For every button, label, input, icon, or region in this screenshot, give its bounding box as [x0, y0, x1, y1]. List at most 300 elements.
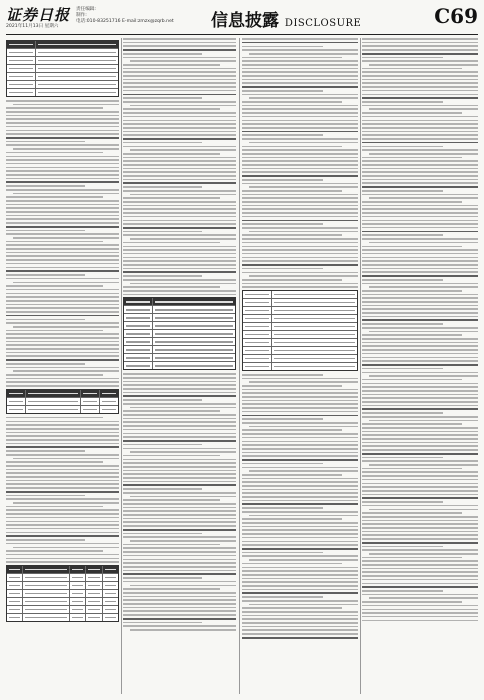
text-line — [242, 459, 358, 461]
table-cell — [153, 298, 236, 305]
text-line — [242, 455, 358, 457]
text-line — [123, 186, 202, 188]
table-row — [7, 582, 118, 590]
text-line — [362, 575, 478, 577]
table-cell — [103, 598, 118, 605]
text-line — [242, 474, 342, 476]
text-line — [123, 570, 236, 572]
text-line — [6, 315, 119, 317]
text-line — [242, 246, 358, 248]
text-line — [362, 594, 478, 596]
table-row — [7, 89, 118, 96]
table-row — [7, 57, 118, 65]
text-line — [123, 208, 236, 210]
text-line — [362, 68, 462, 70]
text-line — [242, 622, 358, 624]
text-line — [242, 415, 358, 417]
text-line — [242, 489, 358, 491]
text-line — [6, 355, 119, 357]
table-cell — [103, 582, 118, 589]
text-line — [242, 374, 323, 376]
text-line — [369, 64, 478, 66]
text-line — [242, 168, 358, 170]
text-line — [123, 384, 236, 386]
table-cell — [243, 307, 272, 314]
text-line — [123, 127, 236, 129]
table-cell — [86, 598, 102, 605]
text-line — [6, 424, 119, 426]
table-cell — [7, 81, 36, 88]
text-line — [6, 263, 119, 265]
text-line — [6, 539, 85, 541]
text-line — [242, 112, 358, 114]
text-line — [6, 341, 119, 343]
text-line — [242, 249, 358, 251]
table-cell — [124, 330, 153, 337]
data-table — [123, 297, 236, 370]
text-line — [242, 216, 358, 218]
text-line — [6, 322, 119, 324]
text-line — [6, 450, 85, 452]
text-line — [123, 253, 236, 255]
text-line — [242, 411, 358, 413]
table-cell — [36, 49, 119, 56]
text-line — [242, 503, 358, 505]
text-line — [242, 234, 342, 236]
table-cell — [7, 582, 23, 589]
text-line — [130, 540, 236, 542]
text-line — [123, 484, 236, 486]
column-divider — [360, 38, 361, 694]
text-line — [242, 389, 358, 391]
text-line — [362, 294, 478, 296]
text-line — [362, 205, 478, 207]
text-line — [242, 596, 323, 598]
text-line — [6, 311, 119, 313]
text-line — [362, 297, 478, 299]
text-line — [362, 360, 478, 362]
text-line — [6, 509, 119, 511]
text-line — [123, 216, 236, 218]
table-cell — [272, 299, 357, 306]
table-row — [7, 566, 118, 574]
text-line — [123, 444, 202, 446]
text-line — [6, 259, 119, 261]
table-cell — [243, 315, 272, 322]
text-line — [362, 557, 462, 559]
text-line — [362, 457, 443, 459]
table-row — [7, 406, 118, 413]
text-line — [6, 133, 119, 135]
table-cell — [7, 566, 23, 573]
table-cell — [124, 314, 153, 321]
text-line — [6, 319, 85, 321]
text-line — [242, 253, 358, 255]
text-line — [242, 429, 342, 431]
text-line — [242, 396, 358, 398]
table-cell — [86, 574, 102, 581]
text-line — [6, 352, 119, 354]
table-cell — [86, 606, 102, 613]
text-line — [242, 71, 358, 73]
text-line — [6, 359, 119, 361]
text-line — [123, 373, 236, 375]
table-row — [243, 291, 357, 299]
table-cell — [272, 307, 357, 314]
text-line — [362, 194, 478, 196]
text-line — [6, 118, 119, 120]
text-line — [362, 308, 478, 310]
text-line — [6, 465, 119, 467]
text-line — [242, 637, 358, 639]
text-line — [362, 260, 478, 262]
text-line — [6, 381, 119, 383]
text-line — [362, 275, 478, 277]
text-line — [6, 230, 85, 232]
text-line — [123, 618, 236, 620]
text-line — [6, 421, 119, 423]
text-line — [362, 568, 478, 570]
text-line — [369, 375, 478, 377]
text-line — [242, 49, 358, 51]
text-line — [123, 429, 236, 431]
text-line — [6, 432, 119, 434]
text-line — [123, 592, 236, 594]
editor-info — [76, 7, 174, 25]
text-line — [242, 507, 323, 509]
column-divider — [121, 38, 122, 694]
text-line — [123, 392, 236, 394]
text-line — [123, 223, 236, 225]
text-line — [362, 497, 478, 499]
text-line — [242, 38, 358, 40]
text-line — [242, 585, 358, 587]
table-cell — [7, 41, 36, 48]
text-line — [6, 267, 119, 269]
text-line — [242, 94, 358, 96]
text-line — [362, 157, 462, 159]
text-line — [242, 46, 323, 48]
text-line — [362, 38, 478, 40]
text-line — [13, 502, 119, 504]
text-line — [6, 222, 119, 224]
text-line — [362, 501, 443, 503]
text-line — [362, 460, 478, 462]
text-line — [123, 42, 236, 44]
text-line — [362, 438, 478, 440]
table-cell — [124, 322, 153, 329]
text-line — [242, 220, 358, 222]
text-line — [362, 279, 443, 281]
text-line — [242, 448, 358, 450]
text-line — [123, 559, 236, 561]
text-line — [362, 231, 478, 233]
table-cell — [153, 338, 236, 345]
text-line — [362, 168, 478, 170]
text-line — [123, 581, 236, 583]
text-line — [362, 445, 478, 447]
table-row — [124, 314, 235, 322]
text-line — [362, 442, 478, 444]
table-cell — [243, 299, 272, 306]
text-line — [362, 42, 478, 44]
text-line — [13, 104, 119, 106]
table-cell — [36, 89, 119, 96]
table-cell — [7, 49, 36, 56]
text-line — [123, 82, 236, 84]
text-line — [123, 212, 236, 214]
table-row — [124, 362, 235, 369]
text-line — [362, 486, 478, 488]
text-line — [123, 138, 236, 140]
text-block — [362, 38, 478, 621]
text-line — [362, 75, 478, 77]
text-line — [123, 573, 236, 575]
text-line — [242, 511, 358, 513]
text-line — [6, 293, 119, 295]
text-line — [242, 492, 358, 494]
text-line — [123, 462, 236, 464]
text-line — [362, 401, 478, 403]
text-line — [6, 152, 103, 154]
table-cell — [81, 398, 100, 405]
table-cell — [7, 614, 23, 621]
text-line — [362, 345, 478, 347]
table-cell — [23, 574, 70, 581]
text-line — [362, 390, 478, 392]
table-cell — [7, 406, 26, 413]
table-row — [243, 339, 357, 347]
section-title-cn: 信息披露 — [211, 11, 279, 31]
text-line — [6, 137, 119, 139]
table-cell — [272, 323, 357, 330]
text-line — [242, 153, 358, 155]
text-line — [362, 449, 478, 451]
text-line — [362, 520, 478, 522]
text-line — [6, 100, 119, 102]
text-line — [6, 446, 119, 448]
text-block — [242, 374, 358, 639]
table-cell — [103, 606, 118, 613]
table-cell — [7, 89, 36, 96]
table-cell — [243, 339, 272, 346]
text-line — [242, 626, 358, 628]
text-line — [362, 549, 478, 551]
text-line — [362, 512, 462, 514]
text-line — [242, 157, 358, 159]
table-row — [7, 49, 118, 57]
text-line — [249, 604, 358, 606]
text-line — [242, 403, 358, 405]
table-cell — [100, 398, 118, 405]
text-line — [130, 629, 236, 631]
text-line — [242, 208, 358, 210]
text-line — [242, 433, 358, 435]
text-line — [123, 112, 236, 114]
text-line — [123, 101, 236, 103]
table-cell — [36, 57, 119, 64]
text-line — [130, 496, 236, 498]
text-line — [6, 159, 119, 161]
text-line — [123, 205, 236, 207]
text-line — [362, 316, 478, 318]
text-line — [249, 231, 358, 233]
text-line — [123, 45, 236, 47]
text-line — [123, 455, 220, 457]
text-line — [362, 323, 443, 325]
text-line — [242, 201, 358, 203]
text-line — [242, 268, 323, 270]
table-cell — [124, 362, 153, 369]
text-line — [123, 275, 202, 277]
text-line — [123, 503, 236, 505]
text-line — [123, 79, 236, 81]
table-row — [243, 299, 357, 307]
text-line — [362, 101, 443, 103]
table-cell — [243, 331, 272, 338]
text-line — [362, 134, 478, 136]
text-line — [6, 300, 119, 302]
text-line — [362, 271, 478, 273]
table-cell — [86, 590, 102, 597]
text-line — [249, 559, 358, 561]
newspaper-logo: 证券日报 — [6, 6, 71, 24]
table-cell — [124, 298, 153, 305]
text-line — [6, 252, 119, 254]
table-cell — [7, 65, 36, 72]
text-line — [362, 160, 478, 162]
text-line — [242, 242, 358, 244]
text-line — [6, 483, 119, 485]
text-line — [123, 459, 236, 461]
text-line — [123, 536, 236, 538]
text-line — [13, 458, 119, 460]
text-line — [123, 294, 236, 296]
column-1 — [6, 38, 119, 694]
text-line — [249, 142, 358, 144]
text-line — [123, 249, 236, 251]
text-line — [362, 319, 478, 321]
text-line — [242, 171, 358, 173]
table-row — [243, 355, 357, 363]
table-cell — [272, 291, 357, 298]
table-cell — [23, 606, 70, 613]
text-line — [123, 614, 236, 616]
text-line — [242, 90, 323, 92]
table-cell — [23, 566, 70, 573]
text-line — [362, 471, 478, 473]
table-cell — [23, 582, 70, 589]
text-line — [362, 372, 478, 374]
text-line — [362, 383, 478, 385]
text-line — [242, 407, 358, 409]
text-line — [369, 286, 478, 288]
text-line — [369, 420, 478, 422]
text-line — [362, 412, 443, 414]
text-line — [362, 364, 478, 366]
text-line — [123, 68, 236, 70]
text-line — [6, 122, 119, 124]
text-line — [6, 144, 119, 146]
text-line — [242, 190, 342, 192]
text-line — [242, 485, 358, 487]
text-line — [242, 197, 358, 199]
text-line — [6, 215, 119, 217]
text-line — [123, 596, 236, 598]
text-line — [362, 379, 462, 381]
text-line — [242, 68, 358, 70]
text-line — [369, 197, 478, 199]
text-line — [6, 115, 119, 117]
table-cell — [86, 614, 102, 621]
editor-line: 制作: — [76, 13, 87, 18]
text-line — [130, 585, 236, 587]
text-line — [242, 522, 358, 524]
text-line — [242, 463, 323, 465]
text-line — [242, 541, 358, 543]
text-line — [242, 533, 358, 535]
text-line — [6, 255, 119, 257]
text-line — [123, 246, 236, 248]
text-line — [362, 142, 478, 144]
text-line — [249, 275, 358, 277]
text-line — [362, 186, 478, 188]
text-line — [362, 71, 478, 73]
text-line — [6, 274, 85, 276]
data-table — [6, 389, 119, 414]
text-line — [123, 488, 202, 490]
text-line — [123, 182, 236, 184]
text-line — [6, 233, 119, 235]
text-line — [362, 149, 478, 151]
text-line — [6, 170, 119, 172]
text-line — [362, 90, 478, 92]
text-line — [6, 226, 119, 228]
text-line — [362, 349, 478, 351]
text-line — [123, 477, 236, 479]
table-cell — [26, 390, 81, 397]
text-line — [13, 148, 119, 150]
text-line — [242, 227, 358, 229]
text-line — [6, 385, 119, 387]
text-line — [6, 521, 119, 523]
text-line — [362, 405, 478, 407]
text-line — [242, 127, 358, 129]
text-line — [242, 589, 358, 591]
text-line — [362, 483, 478, 485]
text-line — [362, 57, 443, 59]
text-line — [123, 153, 220, 155]
text-line — [362, 227, 478, 229]
text-line — [362, 560, 478, 562]
table-cell — [70, 582, 86, 589]
table-cell — [243, 291, 272, 298]
table-cell — [70, 598, 86, 605]
text-line — [249, 381, 358, 383]
text-line — [123, 473, 236, 475]
text-line — [362, 334, 462, 336]
text-line — [123, 86, 236, 88]
text-line — [362, 616, 478, 618]
text-line — [242, 160, 358, 162]
text-line — [123, 234, 236, 236]
table-cell — [153, 314, 236, 321]
text-line — [6, 337, 119, 339]
text-line — [130, 149, 236, 151]
text-line — [123, 607, 236, 609]
text-line — [130, 451, 236, 453]
text-line — [13, 547, 119, 549]
